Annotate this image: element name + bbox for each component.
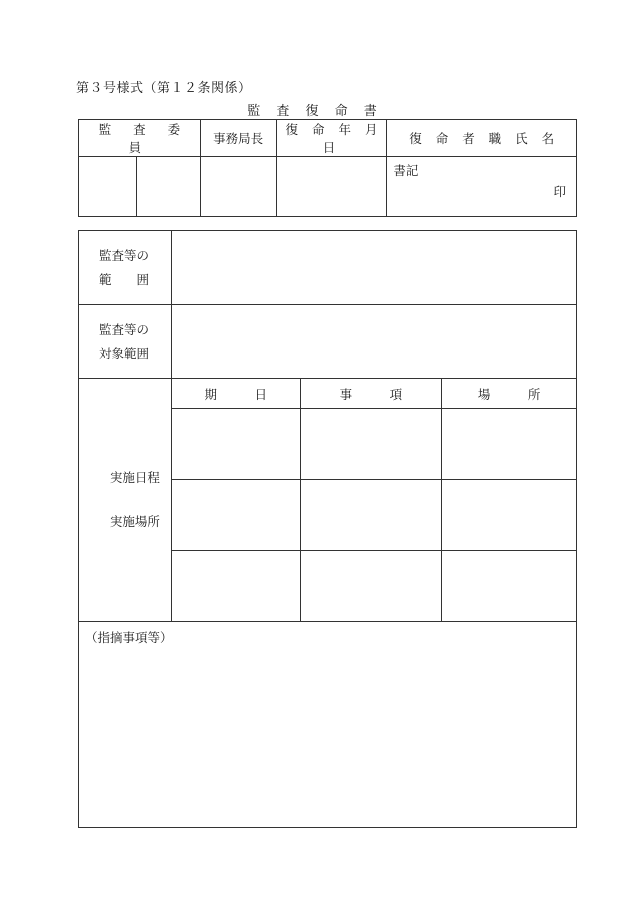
schedule-place-label: 実施日程 実施場所 [79, 379, 172, 622]
reporter-column-header: 復 命 者 職 氏 名 [387, 120, 577, 157]
audit-report-table [78, 230, 577, 828]
report-date-field[interactable] [276, 157, 387, 217]
schedule-place-cell[interactable] [442, 480, 577, 551]
form-number-label: 第３号様式（第１２条関係） [76, 81, 252, 96]
schedule-place-cell[interactable] [442, 551, 577, 622]
approval-header-table [78, 119, 577, 217]
auditor-seal-box-2[interactable] [136, 157, 200, 217]
target-scope-label: 監査等の 対象範囲 [79, 305, 172, 379]
schedule-item-header: 事 項 [300, 379, 442, 409]
schedule-item-cell[interactable] [300, 480, 442, 551]
director-column-header: 事務局長 [200, 120, 276, 157]
schedule-item-cell[interactable] [300, 551, 442, 622]
findings-field[interactable] [79, 622, 577, 828]
schedule-date-cell[interactable] [171, 551, 300, 622]
findings-label: （指摘事項等） [85, 630, 173, 645]
schedule-place-header: 場 所 [442, 379, 577, 409]
schedule-item-cell[interactable] [300, 409, 442, 480]
schedule-date-cell[interactable] [171, 409, 300, 480]
reporter-name-field[interactable] [387, 157, 577, 217]
document-title: 監 査 復 命 書 [247, 104, 383, 119]
schedule-date-cell[interactable] [171, 480, 300, 551]
seal-mark: 印 [553, 184, 566, 199]
clerk-title: 書記 [393, 163, 419, 178]
scope-label: 監査等の 範 囲 [79, 231, 172, 305]
director-seal-box[interactable] [200, 157, 276, 217]
auditors-column-header: 監 査 委 員 [79, 120, 201, 157]
schedule-date-header: 期 日 [171, 379, 300, 409]
scope-field[interactable] [171, 231, 576, 305]
target-scope-field[interactable] [171, 305, 576, 379]
schedule-place-cell[interactable] [442, 409, 577, 480]
report-date-column-header: 復 命 年 月 日 [276, 120, 387, 157]
auditor-seal-box-1[interactable] [79, 157, 137, 217]
